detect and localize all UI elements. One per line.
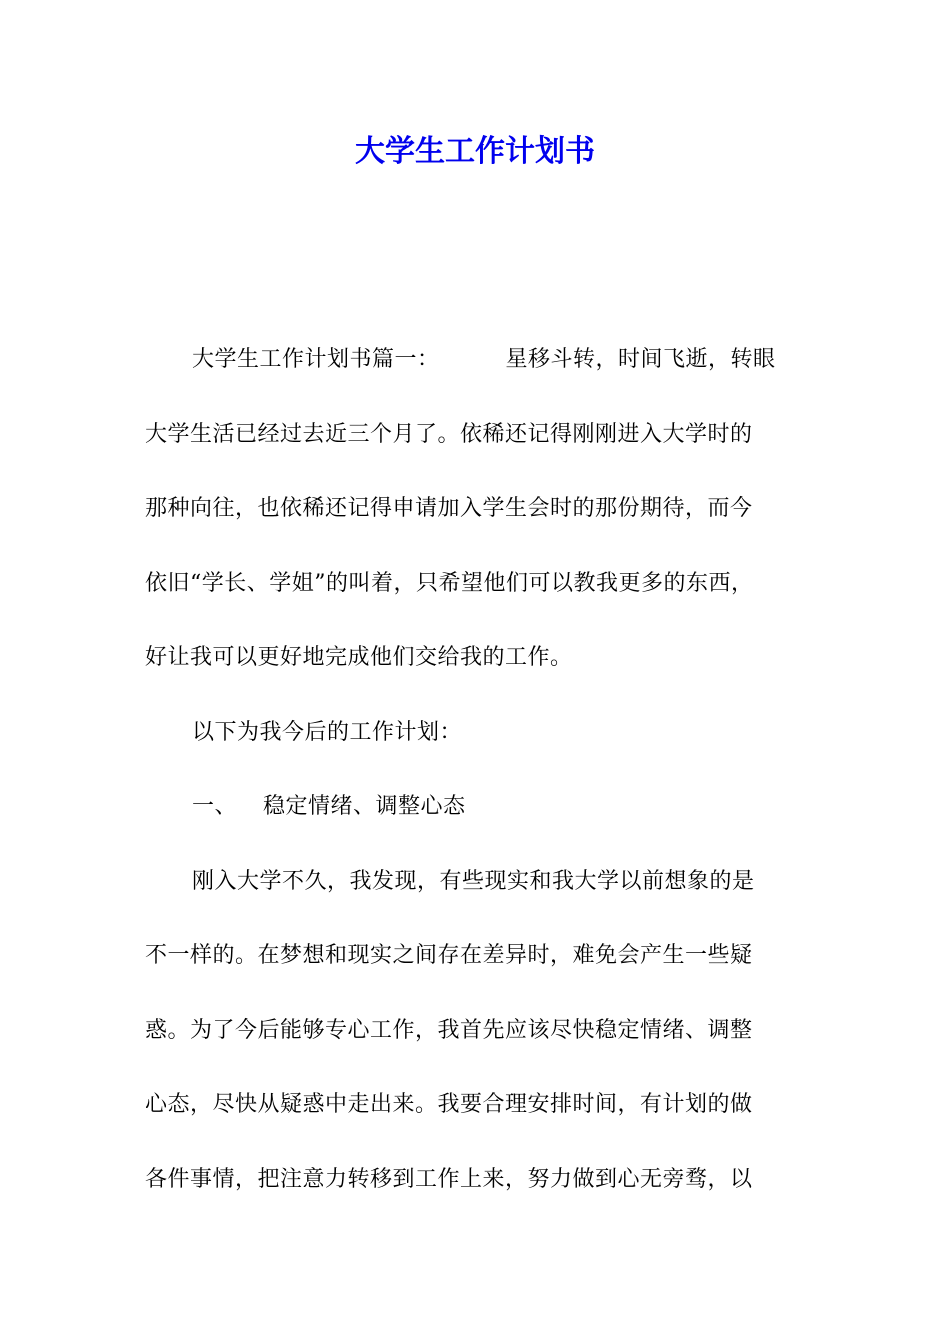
- paragraph-line: 以下为我今后的工作计划：: [192, 719, 463, 745]
- document-title: 大学生工作计划书: [355, 134, 595, 169]
- section-heading: 大学生工作计划书篇一：: [192, 347, 440, 372]
- paragraph-line: 依旧“学长、学姐”的叫着，只希望他们可以教我更多的东西，: [145, 570, 754, 596]
- text-span: 星移斗转，时间飞逝，转眼: [505, 347, 776, 372]
- list-marker: 一、: [192, 794, 238, 819]
- paragraph-line: 不一样的。在梦想和现实之间存在差异时，难免会产生一些疑: [145, 943, 753, 968]
- paragraph-line: 刚入大学不久，我发现，有些现实和我大学以前想象的是: [192, 868, 755, 894]
- paragraph-line: 好让我可以更好地完成他们交给我的工作。: [145, 645, 573, 670]
- paragraph-line: 各件事情，把注意力转移到工作上来，努力做到心无旁骛，以: [145, 1166, 753, 1192]
- subheading: 稳定情绪、调整心态: [263, 794, 466, 819]
- paragraph-line: 心态，尽快从疑惑中走出来。我要合理安排时间，有计划的做: [145, 1092, 753, 1117]
- document-body: [145, 336, 809, 1230]
- paragraph-line: 惑。为了今后能够专心工作，我首先应该尽快稳定情绪、调整: [145, 1017, 753, 1043]
- paragraph-line: 那种向往，也依稀还记得申请加入学生会时的那份期待，而今: [145, 496, 753, 521]
- paragraph-line: [145, 783, 809, 858]
- paragraph-line: 大学生活已经过去近三个月了。依稀还记得刚刚进入大学时的: [145, 421, 753, 447]
- paragraph-line: [145, 336, 809, 411]
